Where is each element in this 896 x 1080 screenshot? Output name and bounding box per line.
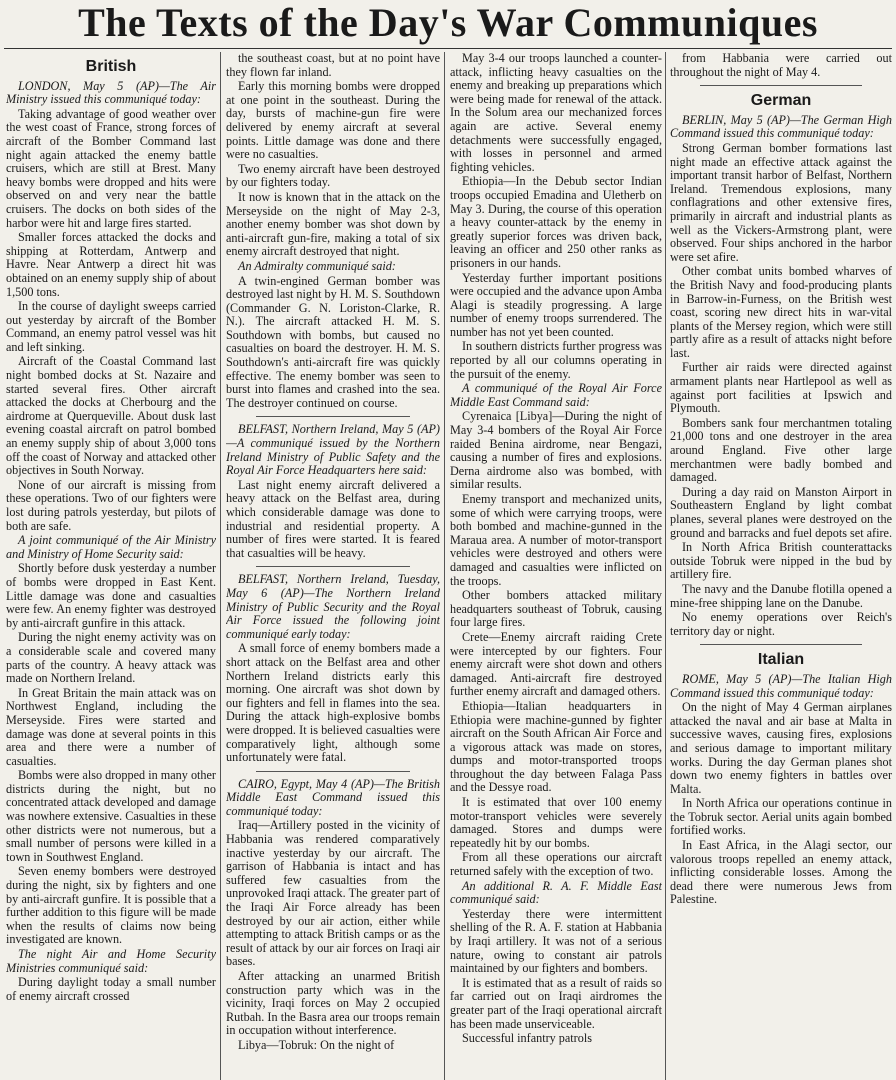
section-rule <box>256 566 410 567</box>
paragraph: Early this morning bombs were dropped at one point in the southeast. During the day, bursts of machine-gun fire were delivered by enemy aircraft at several points. Little damage was done and there were no casualties. <box>226 79 440 162</box>
paragraph: None of our aircraft is missing from these operations. Two of our fighters were lost during patrols yesterday, but pilots of both are safe. <box>6 477 216 533</box>
paragraph: Yesterday further important positions were occupied and the advance upon Amba Alagi is steadily progressing. A large number of enemy troops surrendered. The number has not yet been counted. <box>450 270 662 339</box>
paragraph: Bombs were also dropped in many other districts during the night, but no concentrated attack developed and damage was nowhere extensive. Casualties in these other districts were not numerous, but a small number of persons were killed in a town in Southwest England. <box>6 768 216 864</box>
paragraph: During daylight today a small number of enemy aircraft crossed <box>6 975 216 1003</box>
column-divider <box>220 52 221 1080</box>
paragraph: Last night enemy aircraft delivered a heavy attack on the Belfast area, during which considerable damage was done to industrial and residential property. A number of fires were started. It is feared that casualties will be heavy. <box>226 477 440 560</box>
paragraph: A twin-engined German bomber was destroyed last night by H. M. S. Southdown (Commander G. N. Loriston-Clarke, R. N.). The aircraft attacked H. M. S. Southdown with bombs, but caused no casualties on board the destroyer. H. M. S. Southdown's anti-aircraft fire was quickly effective. The enemy bomber was seen to burst into flames and crashed into the sea. The destroyer continued on course. <box>226 273 440 410</box>
column-divider <box>665 52 666 1080</box>
paragraph: Shortly before dusk yesterday a number of bombs were dropped in East Kent. Little damage was done and casualties were few. An enemy fighter was destroyed by anti-aircraft gunfire in this attack. <box>6 561 216 630</box>
column-3 <box>450 52 662 1080</box>
subheading: The night Air and Home Security Ministries communiqué said: <box>6 947 216 975</box>
paragraph: In North Africa our operations continue in the Tobruk sector. Aerial units again bombed fortified works. <box>670 796 892 838</box>
paragraph: Strong German bomber formations last night made an effective attack against the important transit harbor of Belfast, Northern Ireland. Tremendous explosions, many conflagrations and other extensive fires, primarily in aircraft and industrial plants as well as the Vickers-Armstrong plant, were observed. Four ships anchored in the harbor were set afire. <box>670 140 892 264</box>
paragraph: Bombers sank four merchantmen totaling 21,000 tons and one destroyer in the area around England. Five other large merchantmen were badly bombed and damaged. <box>670 415 892 485</box>
paragraph: A small force of enemy bombers made a short attack on the Belfast area and other Northern Ireland districts early this morning. One aircraft was shot down by our fighters and fell in flames into the sea. During the attack high-explosive bombs were dropped. It is believed casualties were comparatively light, although some unfortunately were fatal. <box>226 641 440 765</box>
paragraph: In southern districts further progress was reported by all our columns operating in the pursuit of the enemy. <box>450 339 662 381</box>
paragraph: Two enemy aircraft have been destroyed by our fighters today. <box>226 161 440 190</box>
paragraph: In Great Britain the main attack was on Northwest England, including the Merseyside. Fires were started and damage was done at several points in this area and there were a number of casualties. <box>6 685 216 768</box>
paragraph: Taking advantage of good weather over the west coast of France, strong forces of aircraft of the Bomber Command last night again attacked the enemy battle cruisers, which are still at Brest. Many heavy bombs were dropped and hits were observed on and very near the battle cruisers. The docks on both sides of the harbor were hit and large fires started. <box>6 106 216 230</box>
paragraph: May 3-4 our troops launched a counter-attack, inflicting heavy casualties on the enemy and breaking up preparations which were being made for renewal of the attack. In the Solum area our mechanized forces again are active. Several enemy detachments were successfully engaged, with losses in personnel and armed fighting vehicles. <box>450 52 662 174</box>
paragraph: Other bombers attacked military headquarters southeast of Tobruk, causing four large fires. <box>450 588 662 630</box>
paragraph: On the night of May 4 German airplanes attacked the naval and air base at Malta in successive waves, causing fires, explosions and serious damage to important military works. During the day German planes shot down two enemy fighters in battles over Malta. <box>670 700 892 796</box>
section-rule <box>256 771 410 772</box>
paragraph: Further air raids were directed against armament plants near Hartlepool as well as against port facilities at Ipswich and Plymouth. <box>670 360 892 416</box>
dateline: LONDON, May 5 (AP)—The Air Ministry issued this communiqué today: <box>6 78 216 107</box>
column-2 <box>226 52 440 1080</box>
paragraph: After attacking an unarmed British construction party which was in the vicinity, Iraqi forces on May 2 occupied Rutbah. In the Basra area our troops remain in occupation without interference. <box>226 969 440 1038</box>
header-rule <box>4 48 892 49</box>
subheading: An Admiralty communiqué said: <box>238 258 396 273</box>
paragraph: Cyrenaica [Libya]—During the night of May 3-4 bombers of the Royal Air Force raided Benina airdrome, near Bengazi, causing a number of fires and explosions. Derna airdrome also was bombed, with similar results. <box>450 409 662 492</box>
paragraph: from Habbania were carried out throughout the night of May 4. <box>670 52 892 79</box>
paragraph: It now is known that in the attack on the Merseyside on the night of May 2-3, another enemy bomber was shot down by anti-aircraft gun-fire, making a total of six enemy aircraft destroyed that night. <box>226 189 440 259</box>
paragraph: The navy and the Danube flotilla opened a mine-free shipping lane on the Danube. <box>670 581 892 610</box>
section-rule <box>700 85 862 86</box>
paragraph: Ethiopia—Italian headquarters in Ethiopia were machine-gunned by fighter aircraft on the South African Air Force and a vigorous attack was made on stores, dumps and motor-transported troops throughout the day between Falaga Pass and the Dessye road. <box>450 698 662 795</box>
subheading: An additional R. A. F. Middle East communiqué said: <box>450 878 662 907</box>
paragraph: From all these operations our aircraft returned safely with the exception of two. <box>450 850 662 879</box>
paragraph: Other combat units bombed wharves of the British Navy and food-producing plants in Barrow-in-Furness, on the British west coast, scoring new direct hits in war-vital plants of the Mersey region, which were still partly afire as a result of attacks night before last. <box>670 264 892 360</box>
dateline: ROME, May 5 (AP)—The Italian High Command issued this communiqué today: <box>670 671 892 700</box>
paragraph: It is estimated that over 100 enemy motor-transport vehicles were severely damaged. Stores and dumps were repeatedly hit by our bombs. <box>450 795 662 850</box>
dateline: CAIRO, Egypt, May 4 (AP)—The British Middle East Command issued this communiqué today: <box>226 776 440 818</box>
column-divider <box>444 52 445 1080</box>
paragraph: Successful infantry patrols <box>462 1031 592 1046</box>
paragraph: During the night enemy activity was on a considerable scale and covered many parts of the country. A heavy attack was made on Northern Ireland. <box>6 630 216 686</box>
dateline: BERLIN, May 5 (AP)—The German High Command issued this communiqué today: <box>670 112 892 141</box>
section-rule <box>256 416 410 417</box>
subheading: A joint communiqué of the Air Ministry and Ministry of Home Security said: <box>6 533 216 561</box>
section-heading-italian: Italian <box>757 651 805 669</box>
paragraph: Yesterday there were intermittent shelling of the R. A. F. station at Habbania by Iraqi artillery. It was not of a serious nature, owing to constant air patrols maintained by our fighters and bombers. <box>450 906 662 976</box>
paragraph: Crete—Enemy aircraft raiding Crete were intercepted by our fighters. Four enemy aircraft were shot down and others damaged. Anti-aircraft fire destroyed further enemy aircraft and damaged others. <box>450 629 662 699</box>
paragraph: No enemy operations over Reich's territory day or night. <box>670 610 892 638</box>
subheading: A communiqué of the Royal Air Force Middle East Command said: <box>450 381 662 409</box>
paragraph: In East Africa, in the Alagi sector, our valorous troops repelled an enemy attack, inflicting considerable losses. Among the dead there were numerous Jews from Palestine. <box>670 838 892 907</box>
paragraph: the southeast coast, but at no point have they flown far inland. <box>226 52 440 79</box>
dateline: BELFAST, Northern Ireland, May 5 (AP)—A communiqué issued by the Northern Ireland Ministry of Public Safety and the Royal Air Force Headquarters here said: <box>226 422 440 478</box>
paragraph: During a day raid on Manston Airport in Southeastern England by light combat planes, several planes were destroyed on the ground and barracks and fuel depots set afire. <box>670 484 892 540</box>
column-4 <box>670 52 892 1080</box>
section-heading-german: German <box>750 92 812 110</box>
section-rule <box>700 644 862 645</box>
section-heading-british: British <box>85 58 137 75</box>
paragraph: Ethiopia—In the Debub sector Indian troops occupied Emadina and Uletherb on May 3. During, the course of this operation a heavy counter-attack by the enemy in greatly superior forces was driven back, leaving an officer and 250 other ranks as prisoners in our hands. <box>450 174 662 270</box>
paragraph: Iraq—Artillery posted in the vicinity of Habbania was rendered comparatively inactive yesterday by our aircraft. The garrison of Habbania is intact and has suffered few casualties from the unprovoked Iraqi attack. The greater part of the Iraqi Air Force already has been destroyed by our air action, either while attempting to attack British camps or as the result of attack by our air forces on Iraqi air bases. <box>226 818 440 969</box>
paragraph: Enemy transport and mechanized units, some of which were carrying troops, were both bombed and machine-gunned in the Maraua area. A number of motor-transport vehicles were destroyed and others were damaged and casualties were inflicted on the troops. <box>450 492 662 588</box>
paragraph: In North Africa British counterattacks outside Tobruk were nipped in the bud by artillery fire. <box>670 540 892 582</box>
paragraph: Aircraft of the Coastal Command last night bombed docks at St. Nazaire and started several fires. Other aircraft attacked the docks at Cherbourg and the airdrome at Querqueville. About dusk last evening coastal aircraft on patrol bombed an enemy supply ship of about 3,000 tons off the coast of Norway and attacked other objectives in South Norway. <box>6 354 216 478</box>
page-title: The Texts of the Day's War Communiques <box>78 0 818 45</box>
column-1 <box>6 52 216 1080</box>
dateline: BELFAST, Northern Ireland, Tuesday, May 6 (AP)—The Northern Ireland Ministry of Public Security and the Royal Air Force issued the following joint communiqué early today: <box>226 572 440 641</box>
paragraph: It is estimated that as a result of raids so far carried out on Iraqi airdromes the greater part of the Iraqi operational aircraft has been made unserviceable. <box>450 975 662 1031</box>
paragraph: Libya—Tobruk: On the night of <box>238 1037 395 1052</box>
paragraph: Smaller forces attacked the docks and shipping at Rotterdam, Antwerp and Havre. Near Antwerp a direct hit was obtained on an enemy supply ship of about 1,500 tons. <box>6 230 216 299</box>
paragraph: In the course of daylight sweeps carried out yesterday by aircraft of the Bomber Command, an enemy patrol vessel was hit and left sinking. <box>6 299 216 354</box>
paragraph: Seven enemy bombers were destroyed during the night, six by fighters and one by anti-aircraft gunfire. It is possible that a further addition to this figure will be made when the results of claims now being investigated are known. <box>6 864 216 947</box>
